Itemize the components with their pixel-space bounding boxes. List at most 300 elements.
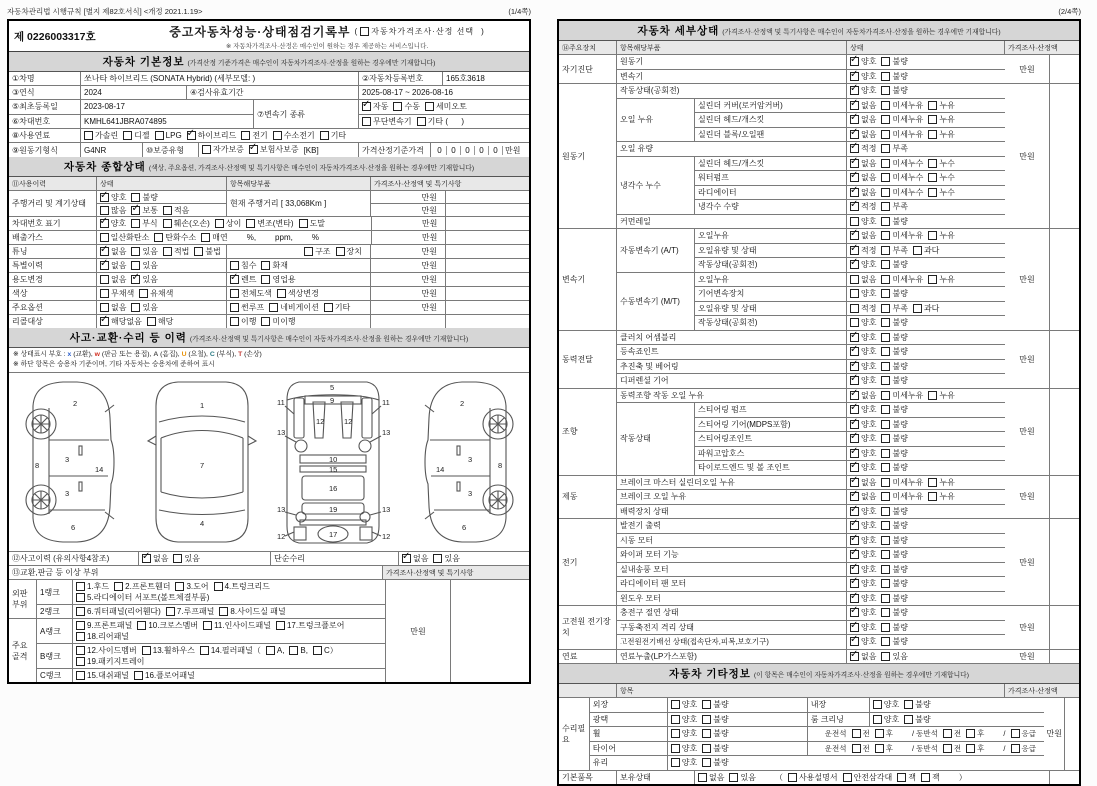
checkbox-option[interactable]: [881, 245, 907, 256]
checkbox-option[interactable]: [850, 390, 876, 401]
unchecked-checkbox-icon[interactable]: [881, 101, 890, 110]
checkbox-option[interactable]: [966, 728, 984, 739]
unchecked-checkbox-icon[interactable]: [881, 492, 890, 501]
unchecked-checkbox-icon[interactable]: [214, 582, 223, 591]
checkbox-option[interactable]: [299, 218, 325, 229]
checkbox-option[interactable]: [881, 477, 923, 488]
unchecked-checkbox-icon[interactable]: [881, 608, 890, 617]
checked-checkbox-icon[interactable]: [850, 449, 859, 458]
unchecked-checkbox-icon[interactable]: [843, 773, 852, 782]
checkbox-option[interactable]: [100, 288, 134, 299]
checkbox-option[interactable]: [698, 772, 724, 783]
unchecked-checkbox-icon[interactable]: [299, 219, 308, 228]
checkbox-option[interactable]: [230, 316, 256, 327]
checkbox-option[interactable]: [928, 230, 954, 241]
checkbox-option[interactable]: [881, 274, 923, 285]
unchecked-checkbox-icon[interactable]: [881, 478, 890, 487]
checkbox-option[interactable]: [850, 593, 876, 604]
checked-checkbox-icon[interactable]: [850, 391, 859, 400]
unchecked-checkbox-icon[interactable]: [966, 744, 975, 753]
checkbox-option[interactable]: [850, 535, 876, 546]
checkbox-option[interactable]: [166, 606, 215, 617]
unchecked-checkbox-icon[interactable]: [114, 582, 123, 591]
unchecked-checkbox-icon[interactable]: [881, 376, 890, 385]
unchecked-checkbox-icon[interactable]: [881, 130, 890, 139]
checkbox-option[interactable]: [729, 772, 755, 783]
checkbox-option[interactable]: [203, 620, 271, 631]
unchecked-checkbox-icon[interactable]: [881, 246, 890, 255]
checkbox-option[interactable]: [304, 246, 330, 257]
checkbox-option[interactable]: [943, 743, 961, 754]
checkbox-option[interactable]: [928, 172, 954, 183]
checkbox-option[interactable]: [850, 230, 876, 241]
unchecked-checkbox-icon[interactable]: [881, 144, 890, 153]
unchecked-checkbox-icon[interactable]: [881, 86, 890, 95]
checkbox-option[interactable]: [850, 520, 876, 531]
unchecked-checkbox-icon[interactable]: [881, 289, 890, 298]
unchecked-checkbox-icon[interactable]: [881, 304, 890, 313]
checkbox-option[interactable]: [230, 274, 256, 285]
unchecked-checkbox-icon[interactable]: [131, 247, 140, 256]
unchecked-checkbox-icon[interactable]: [881, 652, 890, 661]
checked-checkbox-icon[interactable]: [100, 247, 109, 256]
checkbox-option[interactable]: [850, 317, 876, 328]
checkbox-option[interactable]: [362, 116, 412, 127]
checked-checkbox-icon[interactable]: [850, 565, 859, 574]
checkbox-option[interactable]: [881, 346, 907, 357]
unchecked-checkbox-icon[interactable]: [362, 117, 371, 126]
unchecked-checkbox-icon[interactable]: [304, 247, 313, 256]
checkbox-option[interactable]: [881, 506, 907, 517]
checkbox-option[interactable]: [881, 578, 907, 589]
checkbox-option[interactable]: [881, 85, 907, 96]
checkbox-option[interactable]: [100, 205, 126, 216]
checkbox-option[interactable]: [850, 564, 876, 575]
unchecked-checkbox-icon[interactable]: [76, 657, 85, 666]
checkbox-option[interactable]: [881, 158, 923, 169]
unchecked-checkbox-icon[interactable]: [881, 507, 890, 516]
unchecked-checkbox-icon[interactable]: [913, 304, 922, 313]
checkbox-option[interactable]: [200, 645, 261, 656]
checkbox-option[interactable]: [230, 288, 272, 299]
checked-checkbox-icon[interactable]: [850, 536, 859, 545]
unchecked-checkbox-icon[interactable]: [100, 206, 109, 215]
checkbox-option[interactable]: [76, 620, 132, 631]
checkbox-option[interactable]: [873, 699, 899, 710]
unchecked-checkbox-icon[interactable]: [881, 420, 890, 429]
unchecked-checkbox-icon[interactable]: [273, 131, 282, 140]
checked-checkbox-icon[interactable]: [850, 101, 859, 110]
unchecked-checkbox-icon[interactable]: [230, 303, 239, 312]
unchecked-checkbox-icon[interactable]: [928, 275, 937, 284]
checked-checkbox-icon[interactable]: [850, 507, 859, 516]
checkbox-option[interactable]: [702, 757, 728, 768]
unchecked-checkbox-icon[interactable]: [76, 593, 85, 602]
unchecked-checkbox-icon[interactable]: [897, 773, 906, 782]
checkbox-option[interactable]: [881, 129, 923, 140]
checkbox-option[interactable]: [850, 114, 876, 125]
checkbox-option[interactable]: [850, 404, 876, 415]
unchecked-checkbox-icon[interactable]: [702, 744, 711, 753]
checkbox-option[interactable]: [313, 645, 338, 656]
checkbox-option[interactable]: [881, 361, 907, 372]
unchecked-checkbox-icon[interactable]: [881, 449, 890, 458]
unchecked-checkbox-icon[interactable]: [881, 536, 890, 545]
checked-checkbox-icon[interactable]: [100, 219, 109, 228]
unchecked-checkbox-icon[interactable]: [881, 362, 890, 371]
unchecked-checkbox-icon[interactable]: [881, 391, 890, 400]
unchecked-checkbox-icon[interactable]: [850, 304, 859, 313]
unchecked-checkbox-icon[interactable]: [928, 101, 937, 110]
checkbox-option[interactable]: [139, 288, 173, 299]
checkbox-option[interactable]: [850, 578, 876, 589]
unchecked-checkbox-icon[interactable]: [201, 233, 210, 242]
checkbox-option[interactable]: [928, 477, 954, 488]
unchecked-checkbox-icon[interactable]: [166, 607, 175, 616]
unchecked-checkbox-icon[interactable]: [881, 318, 890, 327]
checkbox-option[interactable]: [881, 607, 907, 618]
checkbox-option[interactable]: [241, 130, 267, 141]
checkbox-option[interactable]: [850, 433, 876, 444]
checkbox-option[interactable]: [881, 390, 923, 401]
checkbox-option[interactable]: [843, 772, 893, 783]
unchecked-checkbox-icon[interactable]: [881, 579, 890, 588]
checkbox-option[interactable]: [850, 506, 876, 517]
unchecked-checkbox-icon[interactable]: [881, 405, 890, 414]
checkbox-option[interactable]: [402, 553, 428, 564]
checked-checkbox-icon[interactable]: [850, 608, 859, 617]
unchecked-checkbox-icon[interactable]: [881, 550, 890, 559]
unchecked-checkbox-icon[interactable]: [277, 289, 286, 298]
checkbox-option[interactable]: [100, 246, 126, 257]
checkbox-option[interactable]: [289, 646, 308, 655]
checked-checkbox-icon[interactable]: [131, 206, 140, 215]
unchecked-checkbox-icon[interactable]: [852, 744, 861, 753]
checkbox-option[interactable]: [850, 245, 876, 256]
checked-checkbox-icon[interactable]: [100, 317, 109, 326]
checkbox-option[interactable]: [881, 564, 907, 575]
unchecked-checkbox-icon[interactable]: [702, 700, 711, 709]
unchecked-checkbox-icon[interactable]: [881, 521, 890, 530]
unchecked-checkbox-icon[interactable]: [163, 219, 172, 228]
unchecked-checkbox-icon[interactable]: [850, 275, 859, 284]
checkbox-option[interactable]: [928, 390, 954, 401]
checkbox-option[interactable]: [417, 116, 464, 127]
unchecked-checkbox-icon[interactable]: [175, 582, 184, 591]
checked-checkbox-icon[interactable]: [850, 362, 859, 371]
unchecked-checkbox-icon[interactable]: [881, 565, 890, 574]
unchecked-checkbox-icon[interactable]: [1011, 744, 1020, 753]
checkbox-option[interactable]: [230, 302, 264, 313]
checked-checkbox-icon[interactable]: [850, 333, 859, 342]
checkbox-option[interactable]: [966, 743, 984, 754]
unchecked-checkbox-icon[interactable]: [324, 303, 333, 312]
checkbox-option[interactable]: [881, 636, 907, 647]
checkbox-option[interactable]: [187, 130, 237, 141]
checkbox-option[interactable]: [671, 699, 697, 710]
checkbox-option[interactable]: [850, 491, 876, 502]
unchecked-checkbox-icon[interactable]: [139, 289, 148, 298]
checkbox-option[interactable]: [336, 246, 362, 257]
checkbox-option[interactable]: [881, 593, 907, 604]
checkbox-option[interactable]: [850, 607, 876, 618]
unchecked-checkbox-icon[interactable]: [881, 57, 890, 66]
checkbox-option[interactable]: [788, 772, 838, 783]
checkbox-option[interactable]: [671, 728, 697, 739]
unchecked-checkbox-icon[interactable]: [671, 744, 680, 753]
checkbox-option[interactable]: [850, 100, 876, 111]
unchecked-checkbox-icon[interactable]: [241, 131, 250, 140]
checked-checkbox-icon[interactable]: [850, 260, 859, 269]
checkbox-option[interactable]: [881, 332, 907, 343]
checked-checkbox-icon[interactable]: [850, 492, 859, 501]
checkbox-option[interactable]: [904, 714, 930, 725]
checkbox-option[interactable]: [76, 645, 137, 656]
checkbox-option[interactable]: [850, 636, 876, 647]
unchecked-checkbox-icon[interactable]: [266, 646, 275, 655]
unchecked-checkbox-icon[interactable]: [928, 478, 937, 487]
unchecked-checkbox-icon[interactable]: [173, 554, 182, 563]
checkbox-option[interactable]: [142, 645, 195, 656]
checkbox-option[interactable]: [850, 622, 876, 633]
checkbox-option[interactable]: [202, 144, 244, 155]
unchecked-checkbox-icon[interactable]: [881, 115, 890, 124]
unchecked-checkbox-icon[interactable]: [194, 247, 203, 256]
unchecked-checkbox-icon[interactable]: [417, 117, 426, 126]
unchecked-checkbox-icon[interactable]: [131, 219, 140, 228]
checkbox-option[interactable]: [881, 187, 923, 198]
checked-checkbox-icon[interactable]: [850, 347, 859, 356]
unchecked-checkbox-icon[interactable]: [671, 715, 680, 724]
unchecked-checkbox-icon[interactable]: [873, 700, 882, 709]
unchecked-checkbox-icon[interactable]: [202, 145, 211, 154]
unchecked-checkbox-icon[interactable]: [921, 773, 930, 782]
unchecked-checkbox-icon[interactable]: [134, 671, 143, 680]
checkbox-option[interactable]: [320, 130, 346, 141]
unchecked-checkbox-icon[interactable]: [425, 102, 434, 111]
unchecked-checkbox-icon[interactable]: [881, 231, 890, 240]
checkbox-option[interactable]: [425, 101, 467, 112]
unchecked-checkbox-icon[interactable]: [881, 260, 890, 269]
checkbox-option[interactable]: [850, 651, 876, 662]
checkbox-option[interactable]: [100, 302, 126, 313]
checked-checkbox-icon[interactable]: [850, 376, 859, 385]
checkbox-option[interactable]: [671, 743, 697, 754]
checkbox-option[interactable]: [131, 192, 157, 203]
checked-checkbox-icon[interactable]: [850, 594, 859, 603]
checkbox-option[interactable]: [897, 772, 916, 783]
unchecked-checkbox-icon[interactable]: [230, 289, 239, 298]
unchecked-checkbox-icon[interactable]: [881, 637, 890, 646]
unchecked-checkbox-icon[interactable]: [360, 27, 369, 36]
checkbox-option[interactable]: [100, 260, 126, 271]
unchecked-checkbox-icon[interactable]: [881, 275, 890, 284]
checkbox-option[interactable]: [881, 303, 907, 314]
checkbox-option[interactable]: [904, 699, 930, 710]
checkbox-option[interactable]: [276, 620, 345, 631]
checkbox-option[interactable]: [131, 218, 157, 229]
checkbox-option[interactable]: [131, 246, 157, 257]
unchecked-checkbox-icon[interactable]: [881, 188, 890, 197]
checkbox-option[interactable]: [230, 260, 256, 271]
unchecked-checkbox-icon[interactable]: [163, 206, 172, 215]
unchecked-checkbox-icon[interactable]: [702, 715, 711, 724]
checkbox-option[interactable]: [249, 144, 299, 155]
unchecked-checkbox-icon[interactable]: [336, 247, 345, 256]
checkbox-option[interactable]: [142, 553, 168, 564]
unchecked-checkbox-icon[interactable]: [852, 729, 861, 738]
checkbox-option[interactable]: [913, 303, 939, 314]
checkbox-option[interactable]: [881, 462, 907, 473]
checkbox-option[interactable]: [114, 581, 170, 592]
unchecked-checkbox-icon[interactable]: [433, 554, 442, 563]
checkbox-option[interactable]: [134, 670, 195, 681]
checkbox-option[interactable]: [881, 71, 907, 82]
checkbox-option[interactable]: [393, 101, 419, 112]
checked-checkbox-icon[interactable]: [131, 275, 140, 284]
checkbox-option[interactable]: [881, 317, 907, 328]
checkbox-option[interactable]: [875, 743, 893, 754]
unchecked-checkbox-icon[interactable]: [881, 72, 890, 81]
checkbox-option[interactable]: [881, 259, 907, 270]
checked-checkbox-icon[interactable]: [850, 652, 859, 661]
unchecked-checkbox-icon[interactable]: [698, 773, 707, 782]
unchecked-checkbox-icon[interactable]: [881, 463, 890, 472]
checkbox-option[interactable]: [261, 316, 295, 327]
checkbox-option[interactable]: [261, 260, 287, 271]
checkbox-option[interactable]: [913, 245, 939, 256]
unchecked-checkbox-icon[interactable]: [203, 621, 212, 630]
checkbox-option[interactable]: [928, 274, 954, 285]
checked-checkbox-icon[interactable]: [850, 579, 859, 588]
unchecked-checkbox-icon[interactable]: [943, 729, 952, 738]
checked-checkbox-icon[interactable]: [850, 72, 859, 81]
checked-checkbox-icon[interactable]: [850, 231, 859, 240]
checked-checkbox-icon[interactable]: [142, 554, 151, 563]
checkbox-option[interactable]: [131, 302, 157, 313]
checkbox-option[interactable]: [881, 404, 907, 415]
checked-checkbox-icon[interactable]: [850, 159, 859, 168]
checkbox-option[interactable]: [881, 100, 923, 111]
checked-checkbox-icon[interactable]: [850, 420, 859, 429]
checkbox-option[interactable]: [76, 606, 161, 617]
checkbox-option[interactable]: [76, 670, 129, 681]
unchecked-checkbox-icon[interactable]: [881, 217, 890, 226]
unchecked-checkbox-icon[interactable]: [289, 646, 298, 655]
unchecked-checkbox-icon[interactable]: [131, 193, 140, 202]
checkbox-option[interactable]: [850, 158, 876, 169]
unchecked-checkbox-icon[interactable]: [928, 492, 937, 501]
checkbox-option[interactable]: [850, 172, 876, 183]
unchecked-checkbox-icon[interactable]: [904, 700, 913, 709]
checkbox-option[interactable]: [671, 757, 697, 768]
unchecked-checkbox-icon[interactable]: [393, 102, 402, 111]
checkbox-option[interactable]: [850, 361, 876, 372]
unchecked-checkbox-icon[interactable]: [702, 758, 711, 767]
unchecked-checkbox-icon[interactable]: [147, 317, 156, 326]
unchecked-checkbox-icon[interactable]: [1011, 729, 1020, 738]
unchecked-checkbox-icon[interactable]: [313, 646, 322, 655]
unchecked-checkbox-icon[interactable]: [100, 303, 109, 312]
unchecked-checkbox-icon[interactable]: [873, 715, 882, 724]
unchecked-checkbox-icon[interactable]: [155, 131, 164, 140]
checkbox-option[interactable]: [850, 129, 876, 140]
unchecked-checkbox-icon[interactable]: [100, 289, 109, 298]
checkbox-option[interactable]: [881, 535, 907, 546]
checked-checkbox-icon[interactable]: [850, 405, 859, 414]
unchecked-checkbox-icon[interactable]: [881, 202, 890, 211]
checkbox-option[interactable]: [852, 743, 870, 754]
checked-checkbox-icon[interactable]: [187, 131, 196, 140]
checked-checkbox-icon[interactable]: [850, 188, 859, 197]
unchecked-checkbox-icon[interactable]: [219, 607, 228, 616]
unchecked-checkbox-icon[interactable]: [215, 219, 224, 228]
checkbox-option[interactable]: [1011, 728, 1037, 739]
checkbox-option[interactable]: [76, 581, 109, 592]
unchecked-checkbox-icon[interactable]: [913, 246, 922, 255]
checked-checkbox-icon[interactable]: [850, 434, 859, 443]
unchecked-checkbox-icon[interactable]: [163, 247, 172, 256]
unchecked-checkbox-icon[interactable]: [142, 646, 151, 655]
checkbox-option[interactable]: [850, 288, 876, 299]
unchecked-checkbox-icon[interactable]: [276, 621, 285, 630]
checked-checkbox-icon[interactable]: [850, 202, 859, 211]
unchecked-checkbox-icon[interactable]: [881, 333, 890, 342]
checkbox-option[interactable]: [881, 622, 907, 633]
checked-checkbox-icon[interactable]: [850, 550, 859, 559]
checkbox-option[interactable]: [100, 232, 150, 243]
checkbox-option[interactable]: [137, 620, 198, 631]
unchecked-checkbox-icon[interactable]: [84, 131, 93, 140]
checkbox-option[interactable]: [261, 274, 295, 285]
unchecked-checkbox-icon[interactable]: [76, 607, 85, 616]
checked-checkbox-icon[interactable]: [850, 115, 859, 124]
checkbox-option[interactable]: [850, 332, 876, 343]
checkbox-option[interactable]: [881, 114, 923, 125]
checkbox-option[interactable]: [850, 85, 876, 96]
unchecked-checkbox-icon[interactable]: [943, 744, 952, 753]
checkbox-option[interactable]: [273, 130, 315, 141]
checkbox-option[interactable]: [850, 462, 876, 473]
checkbox-option[interactable]: [100, 192, 126, 203]
unchecked-checkbox-icon[interactable]: [671, 729, 680, 738]
checkbox-option[interactable]: [277, 288, 319, 299]
checkbox-option[interactable]: [702, 714, 728, 725]
unchecked-checkbox-icon[interactable]: [269, 303, 278, 312]
checkbox-option[interactable]: [360, 26, 474, 37]
unchecked-checkbox-icon[interactable]: [137, 621, 146, 630]
checked-checkbox-icon[interactable]: [402, 554, 411, 563]
checkbox-option[interactable]: [881, 491, 923, 502]
checkbox-option[interactable]: [881, 201, 907, 212]
checkbox-option[interactable]: [671, 714, 697, 725]
checkbox-option[interactable]: [269, 302, 319, 313]
checkbox-option[interactable]: [850, 419, 876, 430]
checked-checkbox-icon[interactable]: [850, 623, 859, 632]
checked-checkbox-icon[interactable]: [850, 463, 859, 472]
checked-checkbox-icon[interactable]: [230, 275, 239, 284]
checkbox-option[interactable]: [163, 218, 210, 229]
checkbox-option[interactable]: [928, 114, 954, 125]
checkbox-option[interactable]: [881, 448, 907, 459]
unchecked-checkbox-icon[interactable]: [881, 594, 890, 603]
checked-checkbox-icon[interactable]: [850, 637, 859, 646]
unchecked-checkbox-icon[interactable]: [100, 233, 109, 242]
checkbox-option[interactable]: [943, 728, 961, 739]
checkbox-option[interactable]: [702, 743, 728, 754]
checkbox-option[interactable]: [873, 714, 899, 725]
unchecked-checkbox-icon[interactable]: [76, 632, 85, 641]
